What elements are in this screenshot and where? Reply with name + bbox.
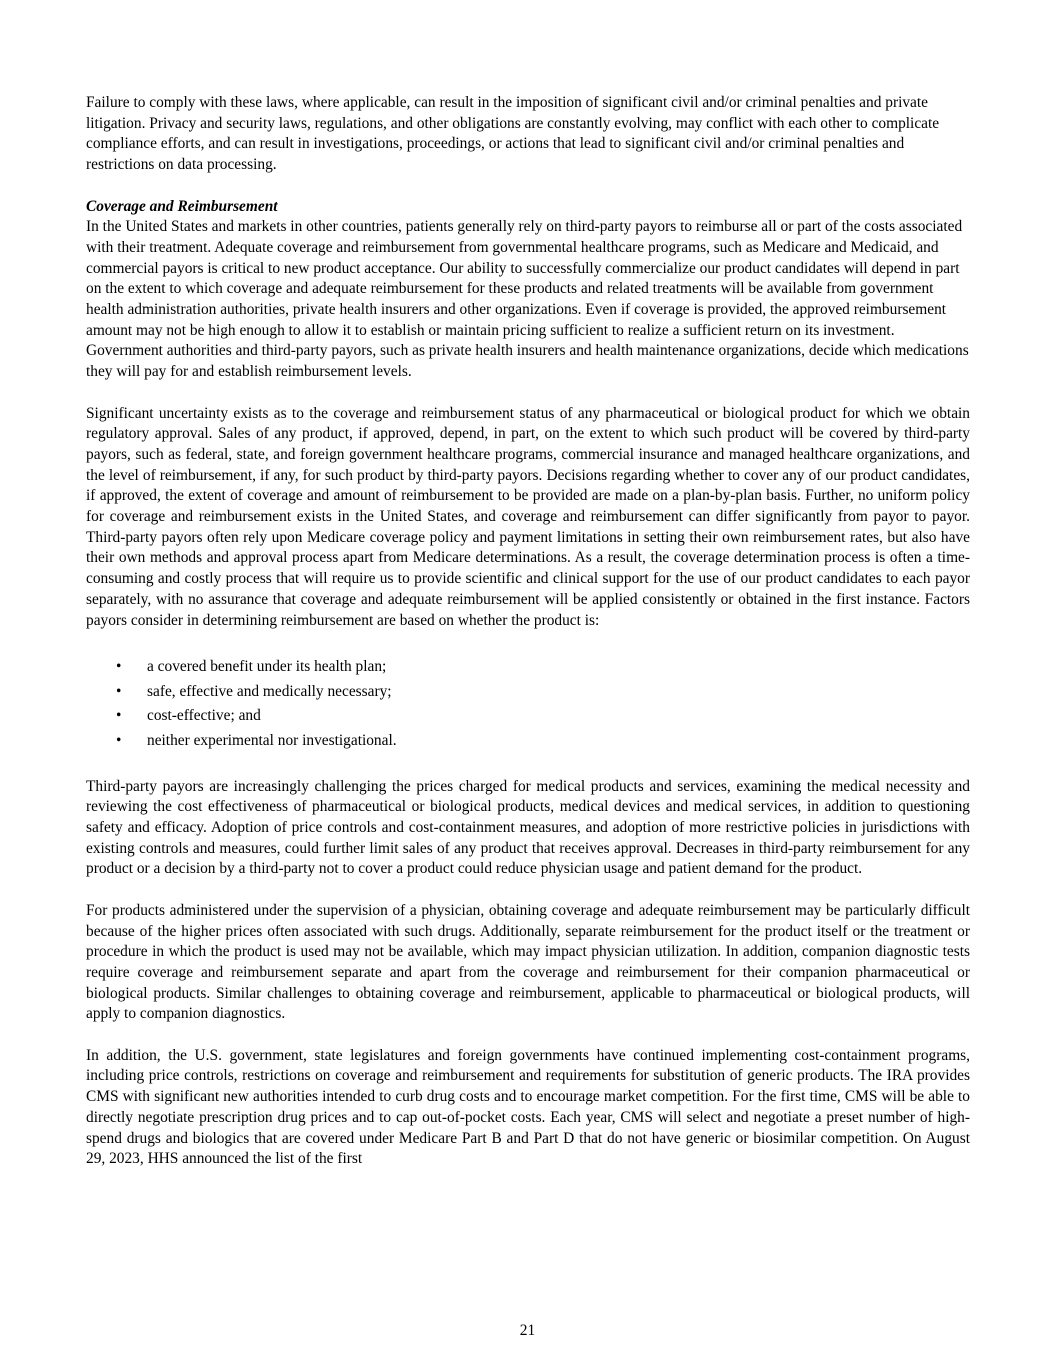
bullet-icon: • bbox=[116, 658, 122, 676]
list-item bbox=[86, 729, 970, 754]
list-item bbox=[86, 655, 970, 680]
section-heading-coverage: Coverage and Reimbursement bbox=[86, 197, 278, 215]
list-item bbox=[86, 680, 970, 705]
paragraph-coverage-intro: In the United States and markets in other countries, patients generally rely on third-party payors to reimburse all or part of the costs associated with their treatment. Adequate coverage and reimbursement from governmental healthcare programs, such as Medicare and Medicaid, and commercial payors is critical to new product acceptance. Our ability to successfully commercialize our product candidates will depend in part on the extent to which coverage and adequate reimbursement for these products and related treatments will be available from government health administration authorities, private health insurers and other organizations. Even if coverage is provided, the approved reimbursement amount may not be high enough to allow it to establish or maintain pricing sufficient to realize a sufficient return on its investment. Government authorities and third-party payors, such as private health insurers and health maintenance organizations, decide which medications they will pay for and establish reimbursement levels. bbox=[86, 218, 969, 381]
paragraph-payor-challenges: Third-party payors are increasingly challenging the prices charged for medical products and services, examining the medical necessity and reviewing the cost effectiveness of pharmaceutical or biological products, medical devices and medical services, in addition to questioning safety and efficacy. Adoption of price controls and cost-containment measures, and adoption of more restrictive policies in jurisdictions with existing controls and measures, could further limit sales of any product that receives approval. Decreases in third-party reimbursement for any product or a decision by a third-party not to cover a product could reduce physician usage and patient demand for the product. bbox=[86, 777, 970, 878]
paragraph-physician-administered: For products administered under the supervision of a physician, obtaining coverage and adequate reimbursement may be particularly difficult because of the higher prices often associated with such drugs. Additionally, separate reimbursement for the product itself or the treatment or procedure in which the product is used may not be available, which may impact physician utilization. In addition, companion diagnostic tests require coverage and reimbursement separate and apart from the coverage and reimbursement for their companion pharmaceutical or biological products. Similar challenges to obtaining coverage and reimbursement, applicable to pharmaceutical or biological products, will apply to companion diagnostics. bbox=[86, 901, 970, 1023]
paragraph-privacy-penalties: Failure to comply with these laws, where applicable, can result in the imposition of significant civil and/or criminal penalties and private litigation. Privacy and security laws, regulations, and other obligations are constantly evolving, may conflict with each other to complicate compliance efforts, and can result in investigations, proceedings, or actions that lead to significant civil and/or criminal penalties and restrictions on data processing. bbox=[86, 94, 940, 174]
bullet-icon: • bbox=[116, 707, 122, 725]
list-item-text: neither experimental nor investigational. bbox=[147, 732, 397, 750]
paragraph-cost-containment: In addition, the U.S. government, state legislatures and foreign governments have continued implementing cost-containment programs, including price controls, restrictions on coverage and reimbursement and requirements for substitution of generic products. The IRA provides CMS with significant new authorities intended to curb drug costs and to encourage market competition. For the first time, CMS will be able to directly negotiate prescription drug prices and to cap out-of-pocket costs. Each year, CMS will select and negotiate a preset number of high-spend drugs and biologics that are covered under Medicare Part B and Part D that do not have generic or biosimilar competition. On August 29, 2023, HHS announced the list of the first bbox=[86, 1046, 970, 1168]
bullet-icon: • bbox=[116, 732, 122, 750]
list-item-text: cost-effective; and bbox=[147, 707, 261, 725]
bullet-icon: • bbox=[116, 682, 122, 700]
list-item-text: a covered benefit under its health plan; bbox=[147, 658, 387, 676]
paragraph-uncertainty: Significant uncertainty exists as to the coverage and reimbursement status of any pharmaceutical or biological product for which we obtain regulatory approval. Sales of any product, if approved, depend, in part, on the extent to which such product will be covered by third-party payors, such as federal, state, and foreign government healthcare programs, commercial insurance and managed healthcare organizations, and the level of reimbursement, if any, for such product by third-party payors. Decisions regarding whether to cover any of our product candidates, if approved, the extent of coverage and amount of reimbursement to be provided are made on a plan-by-plan basis. Further, no uniform policy for coverage and reimbursement exists in the United States, and coverage and reimbursement can differ significantly from payor to payor. Third-party payors often rely upon Medicare coverage policy and payment limitations in setting their own reimbursement rates, but also have their own methods and approval process apart from Medicare determinations. As a result, the coverage determination process is often a time-consuming and costly process that will require us to provide scientific and clinical support for the use of our product candidates to each payor separately, with no assurance that coverage and adequate reimbursement will be applied consistently or obtained in the first instance. Factors payors consider in determining reimbursement are based on whether the product is: bbox=[86, 404, 970, 629]
document-body bbox=[86, 93, 970, 1170]
criteria-list bbox=[86, 655, 970, 753]
list-item-text: safe, effective and medically necessary; bbox=[147, 682, 392, 700]
page-number: 21 bbox=[519, 1322, 536, 1339]
list-item bbox=[86, 704, 970, 729]
